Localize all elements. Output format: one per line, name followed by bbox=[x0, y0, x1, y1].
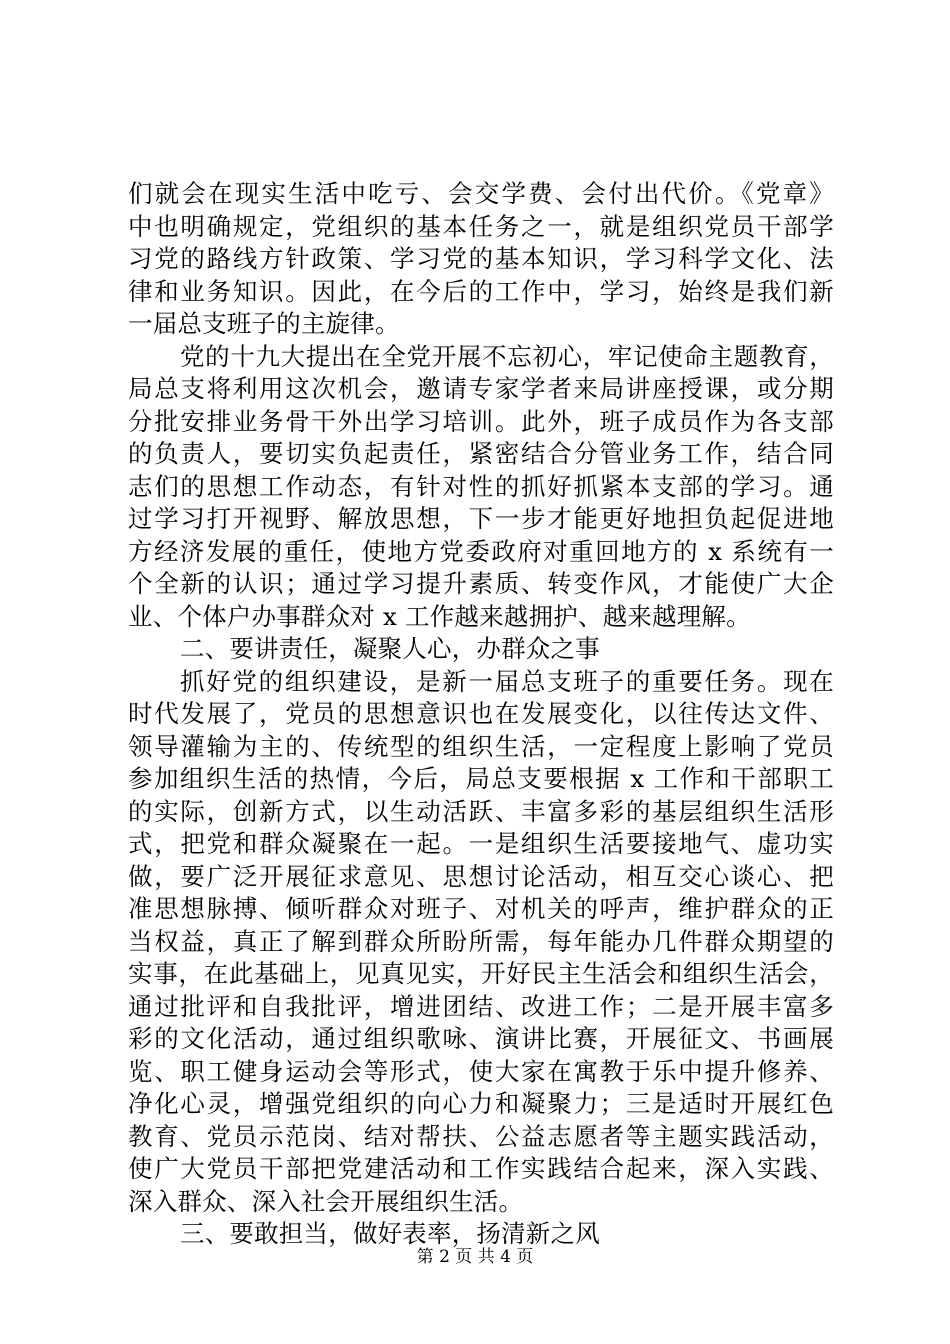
text-line: 律和业务知识。因此，在今后的工作中，学习，始终是我们新 bbox=[128, 276, 834, 306]
text-line: 方经济发展的重任，使地方党委政府对重回地方的 x 系统有一 bbox=[128, 536, 834, 566]
text-line: 抓好党的组织建设，是新一届总支班子的重要任务。现在 bbox=[180, 666, 834, 696]
text-line: 局总支将利用这次机会，邀请专家学者来局讲座授课，或分期 bbox=[128, 374, 834, 403]
text-line: 分批安排业务骨干外出学习培训。此外，班子成员作为各支部 bbox=[128, 406, 834, 436]
text-line: 净化心灵，增强党组织的向心力和凝聚力；三是适时开展红色 bbox=[128, 1089, 834, 1118]
text-line: 领导灌输为主的、传统型的组织生活，一定程度上影响了党员 bbox=[128, 731, 834, 761]
text-line: 中也明确规定，党组织的基本任务之一，就是组织党员干部学 bbox=[128, 211, 834, 241]
section-heading: 三、要敢担当，做好表率，扬清新之风 bbox=[180, 1219, 600, 1248]
text-line: 过学习打开视野、解放思想，下一步才能更好地担负起促进地 bbox=[128, 504, 834, 533]
text-line: 一届总支班子的主旋律。 bbox=[128, 309, 400, 338]
text-line: 的实际，创新方式，以生动活跃、丰富多彩的基层组织生活形 bbox=[128, 796, 834, 826]
text-line: 实事，在此基础上，见真见实，开好民主生活会和组织生活会， bbox=[128, 959, 834, 988]
text-line: 时代发展了，党员的思想意识也在发展变化，以往传达文件、 bbox=[128, 699, 834, 728]
section-heading: 二、要讲责任，凝聚人心，办群众之事 bbox=[180, 634, 600, 663]
text-line: 志们的思想工作动态，有针对性的抓好抓紧本支部的学习。通 bbox=[128, 471, 834, 501]
text-line: 彩的文化活动，通过组织歌咏、演讲比赛，开展征文、书画展 bbox=[128, 1024, 834, 1053]
text-line: 式，把党和群众凝聚在一起。一是组织生活要接地气、虚功实 bbox=[128, 829, 834, 858]
document-body bbox=[128, 178, 834, 1251]
text-line: 党的十九大提出在全党开展不忘初心，牢记使命主题教育， bbox=[180, 341, 834, 371]
text-line: 业、个体户办事群众对 x 工作越来越拥护、越来越理解。 bbox=[128, 601, 751, 631]
text-line: 做，要广泛开展征求意见、思想讨论活动，相互交心谈心、把 bbox=[128, 861, 834, 891]
text-line: 的负责人，要切实负起责任，紧密结合分管业务工作，结合同 bbox=[128, 439, 834, 468]
text-line: 使广大党员干部把党建活动和工作实践结合起来，深入实践、 bbox=[128, 1154, 834, 1183]
text-line: 览、职工健身运动会等形式，使大家在寓教于乐中提升修养、 bbox=[128, 1056, 834, 1086]
text-line: 准思想脉搏、倾听群众对班子、对机关的呼声，维护群众的正 bbox=[128, 894, 834, 923]
text-line: 们就会在现实生活中吃亏、会交学费、会付出代价。《党章》 bbox=[128, 179, 834, 208]
text-line: 习党的路线方针政策、学习党的基本知识，学习科学文化、法 bbox=[128, 244, 834, 273]
text-line: 当权益，真正了解到群众所盼所需，每年能办几件群众期望的 bbox=[128, 926, 834, 956]
text-line: 个全新的认识；通过学习提升素质、转变作风，才能使广大企 bbox=[128, 569, 834, 598]
text-line: 教育、党员示范岗、结对帮扶、公益志愿者等主题实践活动， bbox=[128, 1121, 834, 1151]
text-line: 深入群众、深入社会开展组织生活。 bbox=[128, 1186, 524, 1216]
text-line: 通过批评和自我批评，增进团结、改进工作；二是开展丰富多 bbox=[128, 991, 834, 1021]
page-footer: 第 2 页 共 4 页 bbox=[416, 1247, 534, 1267]
text-line: 参加组织生活的热情，今后，局总支要根据 x 工作和干部职工 bbox=[128, 764, 834, 793]
